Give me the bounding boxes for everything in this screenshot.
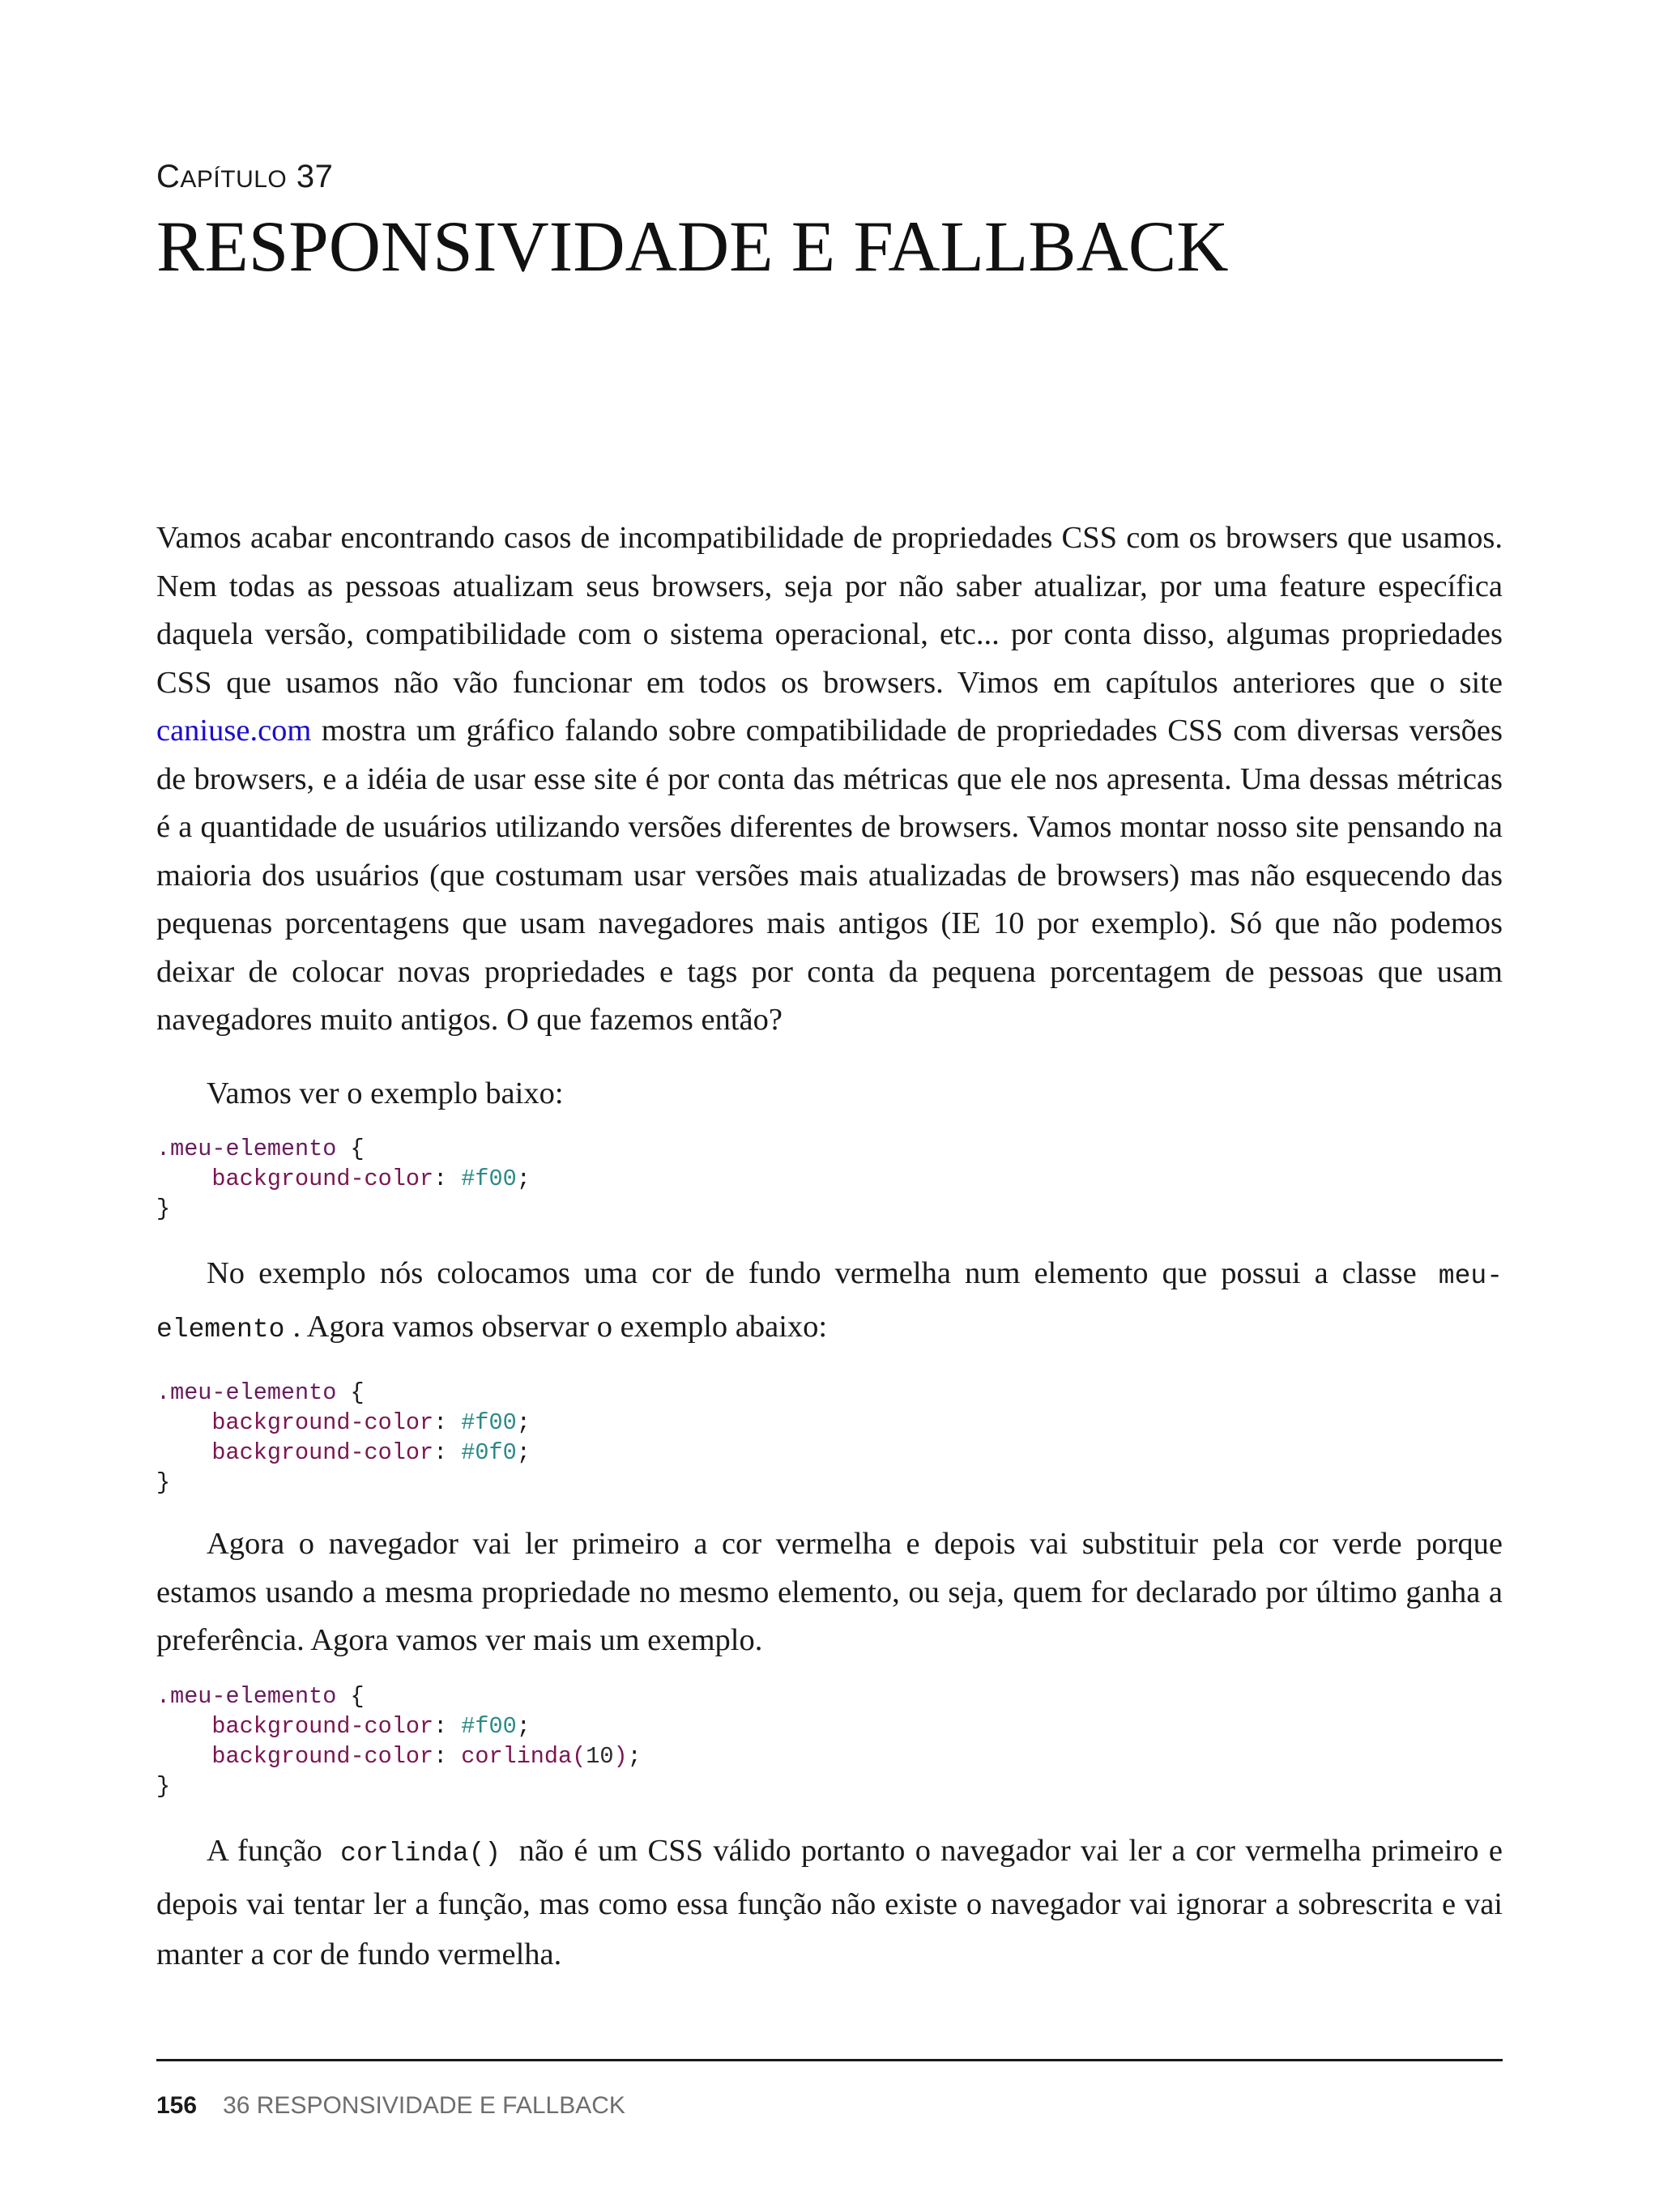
intro-paragraph: [156, 514, 1503, 1045]
code-selector: .meu-elemento: [156, 1682, 337, 1710]
code-value: #f00: [461, 1409, 517, 1436]
code-block-2: .meu-elemento { background-color: #f00; background-color: #0f0; }: [156, 1379, 531, 1496]
code-property: background-color: [211, 1742, 434, 1770]
code-block-1: .meu-elemento { background-color: #f00; }: [156, 1136, 531, 1222]
code-block-3: .meu-elemento { background-color: #f00; background-color: corlinda(10); }: [156, 1682, 642, 1800]
footer-divider: [156, 2059, 1503, 2061]
classe-text-before: No exemplo nós colocamos uma cor de fundo vermelha num elemento que possui a classe: [207, 1256, 1431, 1290]
intro-text-before-link: Vamos acabar encontrando casos de incompatibilidade de propriedades CSS com os browsers que usamos. Nem todas as pessoas atualizam seus browsers, seja por não saber atualizar, por uma feature específica daquela versão, compatibilidade com o sistema operacional, etc... por conta disso, algumas propriedades CSS que usamos não vão funcionar em todos os browsers. Vimos em capítulos anteriores que o site: [156, 521, 1503, 700]
inline-code-meu-elemento: meu-elemento: [156, 1261, 1503, 1345]
code-property: background-color: [211, 1439, 434, 1466]
chapter-title: RESPONSIVIDADE E FALLBACK: [156, 207, 1229, 287]
running-title: 36 RESPONSIVIDADE E FALLBACK: [223, 2092, 625, 2119]
code-value: #0f0: [461, 1439, 517, 1466]
page-number: 156: [156, 2092, 198, 2119]
code-selector: .meu-elemento: [156, 1379, 337, 1406]
inline-code-corlinda: corlinda(): [340, 1838, 501, 1869]
chapter-kicker-initial: C: [156, 159, 181, 194]
chapter-kicker: [156, 159, 333, 195]
code-brace-open: {: [336, 1682, 365, 1710]
code-brace-open: {: [336, 1136, 365, 1162]
example-intro-paragraph: Vamos ver o exemplo baixo:: [207, 1076, 564, 1110]
code-brace-close: }: [156, 1469, 171, 1496]
code-property: background-color: [211, 1166, 434, 1192]
code-function-close: ): [613, 1742, 628, 1770]
classe-text-after: . Agora vamos observar o exemplo abaixo:: [292, 1310, 828, 1344]
classe-explanation-paragraph: [156, 1248, 1503, 1355]
code-function-arg: 10: [586, 1742, 614, 1770]
intro-text-after-link: mostra um gráfico falando sobre compatibilidade de propriedades CSS com diversas versões de browsers, e a idéia de usar esse site é por conta das métricas que ele nos apresenta. Uma dessas métricas é a quantidade de usuários utilizando versões diferentes de browsers. Vamos montar nosso site pensando na maioria dos usuários (que costumam usar versões mais atualizadas de browsers) mas não esquecendo das pequenas porcentagens que usam navegadores mais antigos (IE 10 por exemplo). Só que não podemos deixar de colocar novas propriedades e tags por conta da pequena porcentagem de pessoas que usam navegadores muito antigos. O que fazemos então?: [156, 714, 1503, 1037]
code-brace-close: }: [156, 1772, 171, 1800]
code-brace-close: }: [156, 1196, 171, 1222]
corlinda-text-before: A função: [207, 1833, 333, 1868]
chapter-kicker-label: APÍTULO: [180, 166, 288, 193]
code-value: #f00: [461, 1166, 517, 1192]
override-explanation-paragraph: Agora o navegador vai ler primeiro a cor vermelha e depois vai substituir pela cor verde porque estamos usando a mesma propriedade no mesmo elemento, ou seja, quem for declarado por último ganha a preferência. Agora vamos ver mais um exemplo.: [156, 1527, 1503, 1657]
code-function-name: corlinda(: [461, 1742, 586, 1770]
code-brace-open: {: [336, 1379, 365, 1406]
code-selector: .meu-elemento: [156, 1136, 337, 1162]
code-property: background-color: [211, 1409, 434, 1436]
page-footer: [156, 2092, 625, 2120]
chapter-content: [156, 514, 1503, 1980]
chapter-number: 37: [296, 159, 334, 194]
corlinda-explanation-paragraph: [156, 1826, 1503, 1980]
code-value: #f00: [461, 1712, 517, 1740]
caniuse-link[interactable]: caniuse.com: [156, 714, 312, 748]
corlinda-text-after: não é um CSS válido portanto o navegador vai ler a cor vermelha primeiro e depois vai tentar ler a função, mas como essa função não existe o navegador vai ignorar a sobrescrita e vai manter a cor de fundo vermelha.: [156, 1833, 1503, 1971]
code-property: background-color: [211, 1712, 434, 1740]
